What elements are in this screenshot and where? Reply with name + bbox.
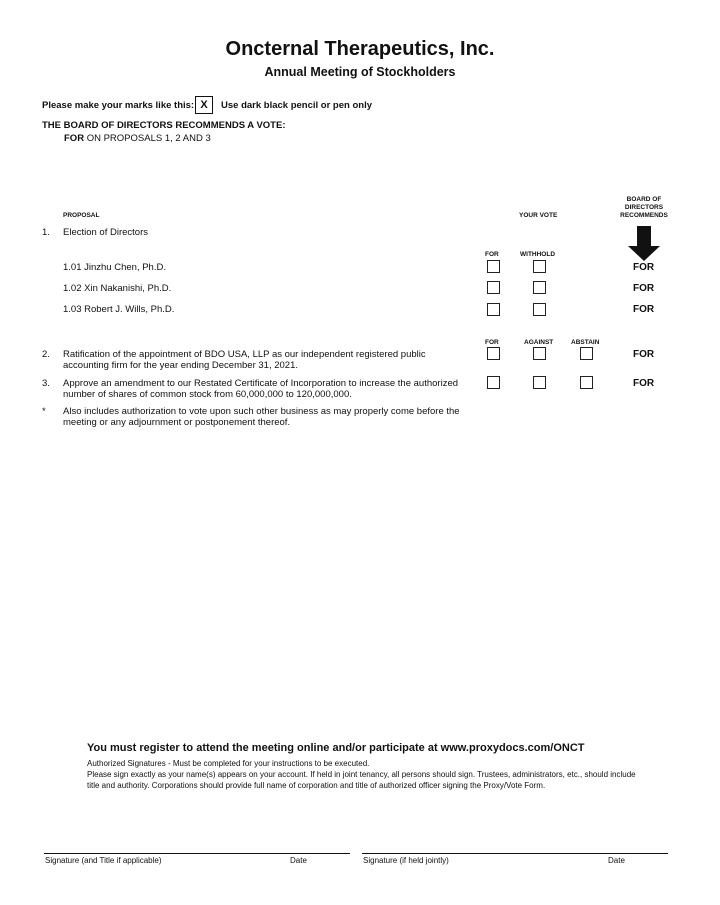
note-marker: *	[42, 406, 46, 417]
for-column-label-2: FOR	[485, 339, 499, 346]
proposal2-for-checkbox[interactable]	[487, 347, 500, 360]
nominee-3-for-checkbox[interactable]	[487, 303, 500, 316]
meeting-subtitle: Annual Meeting of Stockholders	[264, 65, 456, 79]
proposals-list: ON PROPOSALS 1, 2 AND 3	[86, 133, 211, 144]
nominee-2-recommendation: FOR	[633, 283, 655, 294]
mark-instruction: Please make your marks like this:	[42, 100, 195, 111]
for-column-label: FOR	[485, 251, 499, 258]
board-recommends-column-header: BOARD OF DIRECTORS RECOMMENDS	[620, 196, 668, 219]
nominee-2-label: 1.02 Xin Nakanishi, Ph.D.	[63, 283, 172, 294]
nominee-1-label: 1.01 Jinzhu Chen, Ph.D.	[63, 262, 166, 273]
proposal3-number: 3.	[42, 378, 50, 389]
nominee-1-recommendation: FOR	[633, 262, 655, 273]
nominee-2-withhold-checkbox[interactable]	[533, 281, 546, 294]
date-1-label: Date	[290, 856, 307, 865]
against-column-label: AGAINST	[524, 339, 554, 346]
abstain-column-label: ABSTAIN	[571, 339, 600, 346]
signature-1-label: Signature (and Title if applicable)	[45, 856, 162, 865]
proposal2-number: 2.	[42, 349, 50, 360]
authorized-signatures-note: Authorized Signatures - Must be completed for your instructions to be executed.	[87, 759, 370, 768]
proposal2-abstain-checkbox[interactable]	[580, 347, 593, 360]
proposal3-for-checkbox[interactable]	[487, 376, 500, 389]
signature-line-1[interactable]	[44, 853, 350, 854]
down-arrow-icon	[627, 226, 661, 262]
nominee-1-for-checkbox[interactable]	[487, 260, 500, 273]
mark-example-box: X	[195, 96, 213, 114]
your-vote-column-header: YOUR VOTE	[519, 212, 558, 219]
for-word: FOR	[64, 133, 85, 144]
proposal2-text: Ratification of the appointment of BDO USA, LLP as our independent registered public accounting firm for the year ending December 31, 2021.	[63, 349, 426, 371]
note-text: Also includes authorization to vote upon such other business as may properly come before the meeting or any adjournment or postponement thereof.	[63, 406, 460, 428]
company-title: Oncternal Therapeutics, Inc.	[225, 38, 495, 60]
nominee-1-withhold-checkbox[interactable]	[533, 260, 546, 273]
proposal3-against-checkbox[interactable]	[533, 376, 546, 389]
proposal1-title: Election of Directors	[63, 227, 149, 238]
nominee-3-withhold-checkbox[interactable]	[533, 303, 546, 316]
proposal2-recommendation: FOR	[633, 349, 655, 360]
proposal3-abstain-checkbox[interactable]	[580, 376, 593, 389]
proposal1-number: 1.	[42, 227, 50, 238]
signature-line-2[interactable]	[362, 853, 668, 854]
withhold-column-label: WITHHOLD	[520, 251, 556, 258]
proposal-column-header: PROPOSAL	[63, 212, 100, 219]
signing-instructions: Please sign exactly as your name(s) appears on your account. If held in joint tenancy, all persons should sign. Trustees, administrators, etc., should include title and authority. Corporations should provide full name of corporation and title of authorized officer signing the Proxy/Vote Form.	[87, 770, 636, 790]
recommend-line	[64, 133, 211, 144]
register-notice: You must register to attend the meeting online and/or participate at www.proxydocs.com/ONCT	[87, 742, 585, 754]
date-2-label: Date	[608, 856, 625, 865]
nominee-3-label: 1.03 Robert J. Wills, Ph.D.	[63, 304, 175, 315]
nominee-3-recommendation: FOR	[633, 304, 655, 315]
nominee-2-for-checkbox[interactable]	[487, 281, 500, 294]
board-recommends-heading: THE BOARD OF DIRECTORS RECOMMENDS A VOTE:	[42, 120, 286, 131]
signature-2-label: Signature (if held jointly)	[363, 856, 449, 865]
proposal3-recommendation: FOR	[633, 378, 655, 389]
proposal2-against-checkbox[interactable]	[533, 347, 546, 360]
pencil-note: Use dark black pencil or pen only	[221, 100, 372, 111]
proposal3-text: Approve an amendment to our Restated Certificate of Incorporation to increase the authorized number of shares of common stock from 60,000,000 to 120,000,000.	[63, 378, 459, 400]
